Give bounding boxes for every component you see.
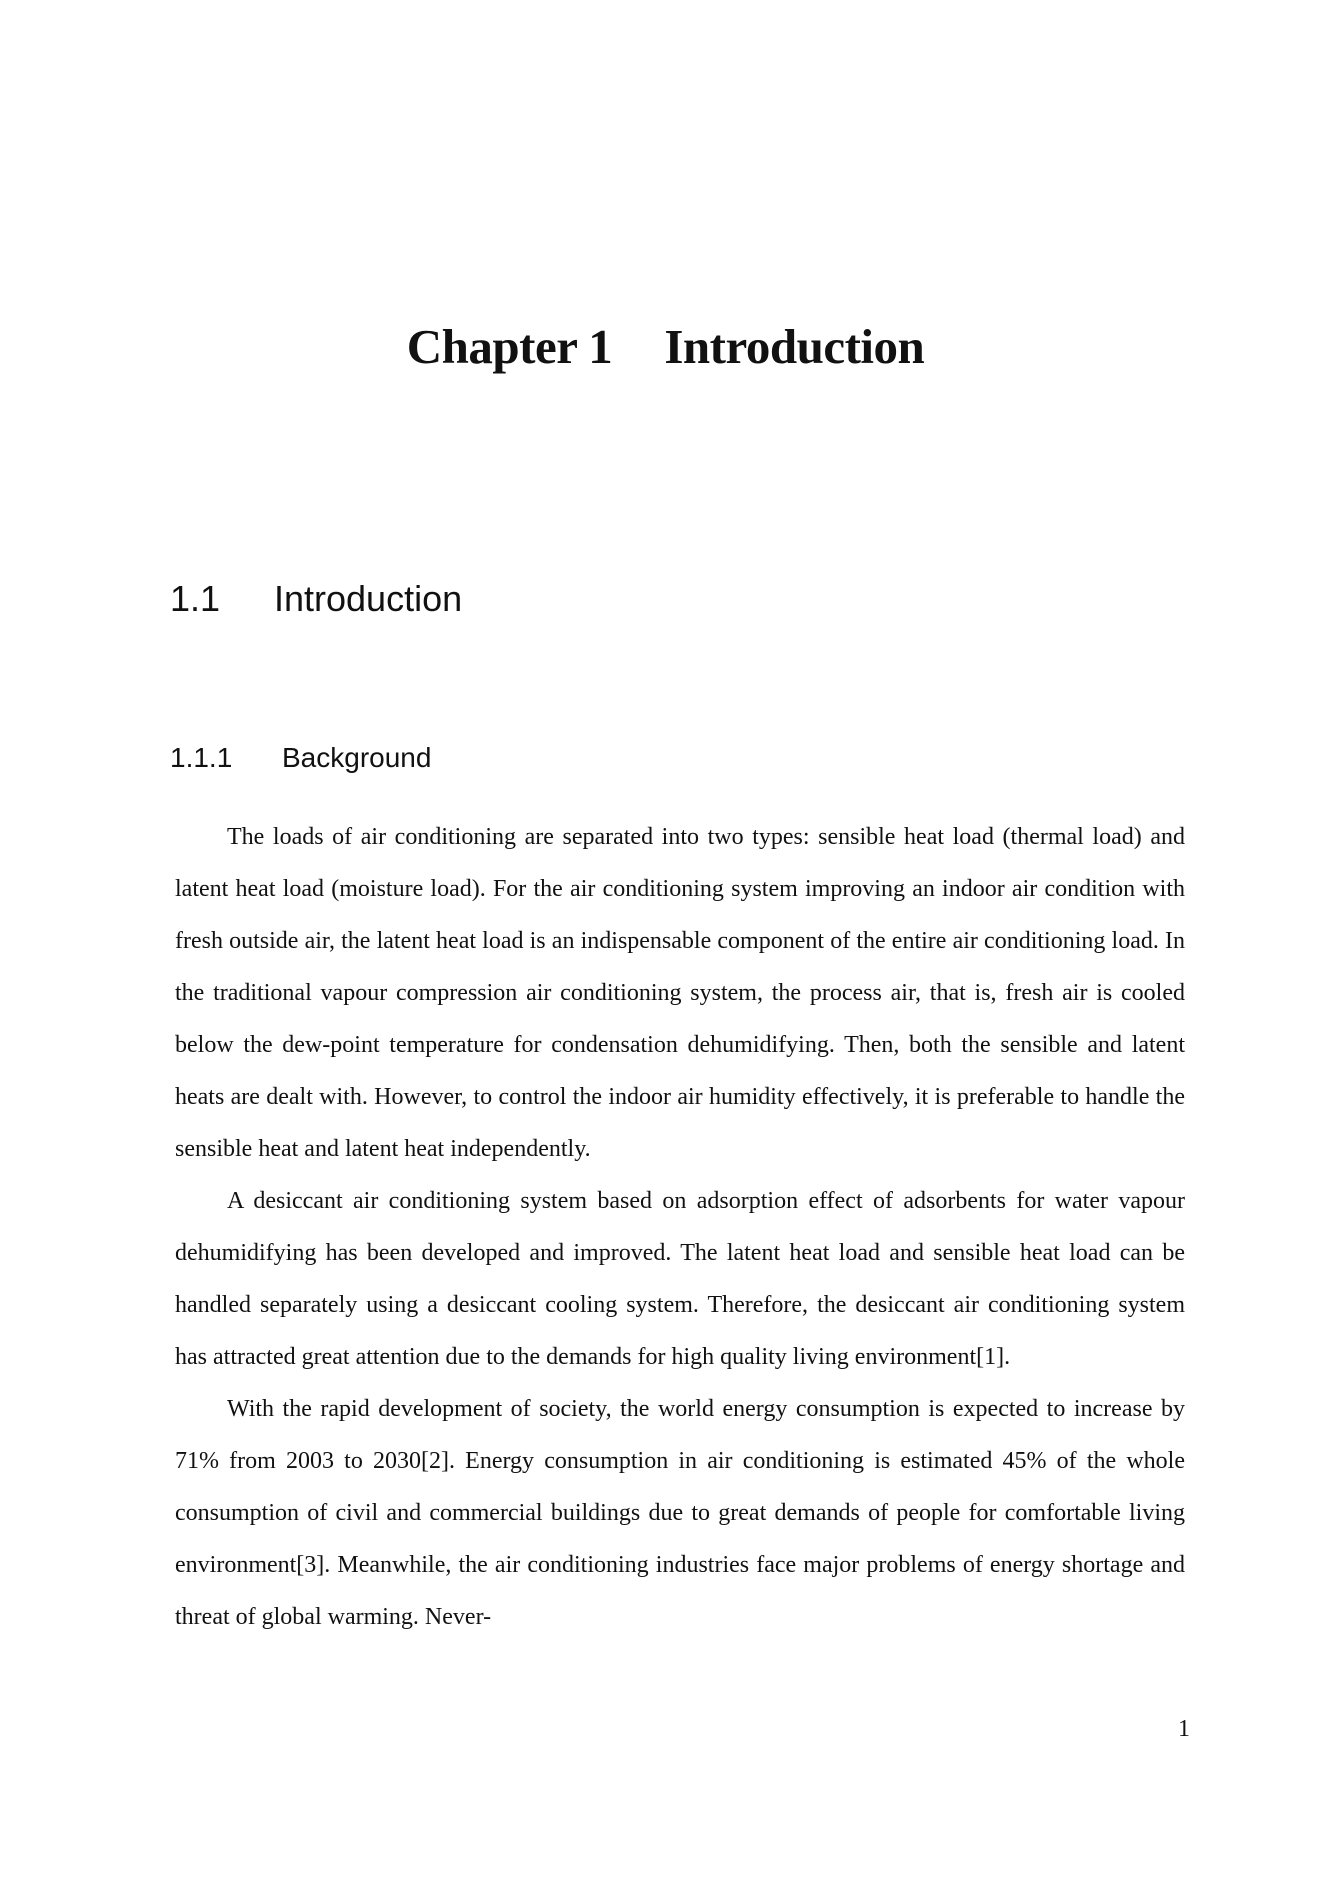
chapter-title [0, 318, 1331, 375]
chapter-label: Chapter 1 [406, 319, 613, 374]
paragraph: The loads of air conditioning are separated into two types: sensible heat load (thermal load) and latent heat load (moisture load). For the air conditioning system improving an indoor air condition with fresh outside air, the latent heat load is an indispensable component of the entire air conditioning load. In the traditional vapour compression air conditioning system, the process air, that is, fresh air is cooled below the dew-point temperature for condensation dehumidifying. Then, both the sensible and latent heats are dealt with. However, to control the indoor air humidity effectively, it is preferable to handle the sensible heat and latent heat independently. [175, 824, 1185, 1162]
subsection-heading [170, 742, 431, 774]
page-number: 1 [1178, 1716, 1190, 1742]
section-number: 1.1 [170, 578, 221, 619]
section-heading [170, 578, 462, 620]
chapter-title-text: Introduction [664, 319, 925, 374]
subsection-title: Background [282, 742, 432, 773]
section-title: Introduction [274, 578, 463, 619]
body-text [175, 811, 1185, 1643]
paragraph: With the rapid development of society, the world energy consumption is expected to increase by 71% from 2003 to 2030[2]. Energy consumption in air conditioning is estimated 45% of the whole consumption of civil and commercial buildings due to great demands of people for comfortable living environment[3]. Meanwhile, the air conditioning industries face major problems of energy shortage and threat of global warming. Never- [175, 1396, 1185, 1630]
subsection-number: 1.1.1 [170, 742, 233, 773]
paragraph: A desiccant air conditioning system based on adsorption effect of adsorbents for water vapour dehumidifying has been developed and improved. The latent heat load and sensible heat load can be handled separately using a desiccant cooling system. Therefore, the desiccant air conditioning system has attracted great attention due to the demands for high quality living environment[1]. [175, 1188, 1185, 1370]
